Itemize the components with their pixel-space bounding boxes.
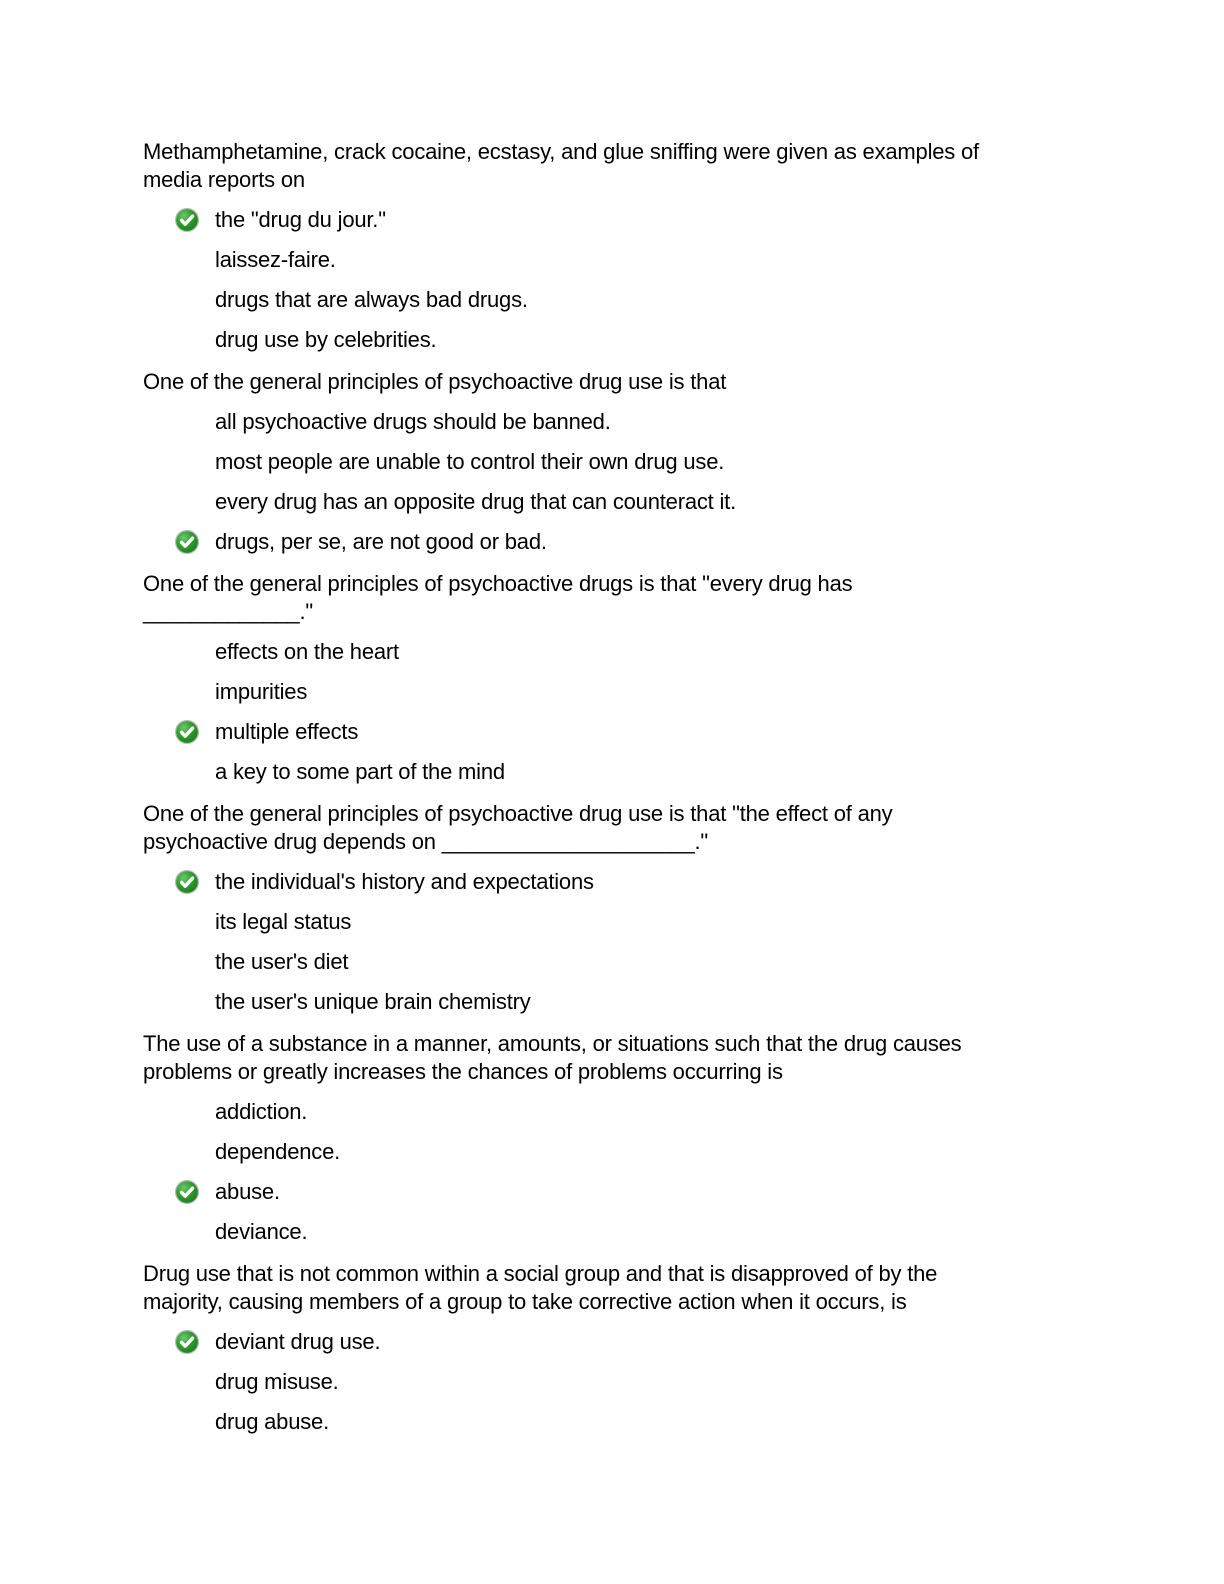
answer-option xyxy=(143,246,1073,274)
question-line: One of the general principles of psychoactive drug use is that xyxy=(143,369,727,394)
empty-check-slot xyxy=(174,1409,200,1435)
empty-check-slot xyxy=(174,489,200,515)
answer-option xyxy=(143,678,1073,706)
answer-option-label: deviant drug use. xyxy=(215,1329,381,1354)
empty-check-slot xyxy=(174,247,200,273)
question-text xyxy=(143,800,1073,856)
answer-option xyxy=(143,488,1073,516)
answer-option-label: impurities xyxy=(215,679,308,704)
answer-option-label: drug misuse. xyxy=(215,1369,339,1394)
question-text xyxy=(143,368,1073,396)
answer-option xyxy=(143,1178,1073,1206)
answer-option-label: deviance. xyxy=(215,1219,308,1244)
question-line: The use of a substance in a manner, amounts, or situations such that the drug causes xyxy=(143,1031,962,1056)
empty-check-slot xyxy=(174,1139,200,1165)
checkmark-icon xyxy=(174,529,200,555)
question-line: psychoactive drug depends on _____________________." xyxy=(143,829,709,854)
answer-option xyxy=(143,206,1073,234)
answer-option-label: laissez-faire. xyxy=(215,247,336,272)
answer-option-label: addiction. xyxy=(215,1099,308,1124)
question-text xyxy=(143,570,1073,626)
answer-option-label: the user's diet xyxy=(215,949,349,974)
question-line: media reports on xyxy=(143,167,305,192)
empty-check-slot xyxy=(174,327,200,353)
question-line: _____________." xyxy=(143,599,313,624)
answer-option xyxy=(143,1218,1073,1246)
answer-option xyxy=(143,638,1073,666)
answer-option xyxy=(143,1408,1073,1436)
empty-check-slot xyxy=(174,639,200,665)
answer-option xyxy=(143,286,1073,314)
answer-option-label: drug abuse. xyxy=(215,1409,329,1434)
empty-check-slot xyxy=(174,1099,200,1125)
answer-option-label: the individual's history and expectations xyxy=(215,869,594,894)
checkmark-icon xyxy=(174,1179,200,1205)
answer-option-label: drugs, per se, are not good or bad. xyxy=(215,529,547,554)
answer-option-label: effects on the heart xyxy=(215,639,399,664)
question-line: Methamphetamine, crack cocaine, ecstasy, and glue sniffing were given as examples of xyxy=(143,139,979,164)
empty-check-slot xyxy=(174,449,200,475)
answer-option-label: most people are unable to control their own drug use. xyxy=(215,449,725,474)
answer-option xyxy=(143,988,1073,1016)
answer-option xyxy=(143,1368,1073,1396)
empty-check-slot xyxy=(174,287,200,313)
empty-check-slot xyxy=(174,949,200,975)
checkmark-icon xyxy=(174,719,200,745)
answer-option-label: the user's unique brain chemistry xyxy=(215,989,531,1014)
empty-check-slot xyxy=(174,1219,200,1245)
answer-option-label: every drug has an opposite drug that can counteract it. xyxy=(215,489,736,514)
answer-option-label: all psychoactive drugs should be banned. xyxy=(215,409,611,434)
answer-option-label: dependence. xyxy=(215,1139,341,1164)
answer-option xyxy=(143,718,1073,746)
question-line: majority, causing members of a group to take corrective action when it occurs, is xyxy=(143,1289,907,1314)
answer-option xyxy=(143,758,1073,786)
question-line: One of the general principles of psychoactive drug use is that "the effect of any xyxy=(143,801,893,826)
checkmark-icon xyxy=(174,869,200,895)
empty-check-slot xyxy=(174,759,200,785)
answer-option xyxy=(143,408,1073,436)
quiz-content xyxy=(143,138,1073,1436)
answer-option xyxy=(143,1098,1073,1126)
answer-option xyxy=(143,326,1073,354)
question-text xyxy=(143,1260,1073,1316)
answer-option-label: the "drug du jour." xyxy=(215,207,386,232)
answer-option xyxy=(143,868,1073,896)
question-line: Drug use that is not common within a social group and that is disapproved of by the xyxy=(143,1261,938,1286)
answer-option-label: a key to some part of the mind xyxy=(215,759,505,784)
empty-check-slot xyxy=(174,989,200,1015)
answer-option-label: abuse. xyxy=(215,1179,280,1204)
checkmark-icon xyxy=(174,1329,200,1355)
question-text xyxy=(143,138,1073,194)
question-text xyxy=(143,1030,1073,1086)
question-line: problems or greatly increases the chances of problems occurring is xyxy=(143,1059,783,1084)
empty-check-slot xyxy=(174,679,200,705)
answer-option xyxy=(143,528,1073,556)
answer-option-label: its legal status xyxy=(215,909,352,934)
answer-option-label: multiple effects xyxy=(215,719,359,744)
answer-option xyxy=(143,1328,1073,1356)
answer-option xyxy=(143,908,1073,936)
answer-option xyxy=(143,948,1073,976)
answer-option xyxy=(143,1138,1073,1166)
question-line: One of the general principles of psychoactive drugs is that "every drug has xyxy=(143,571,853,596)
answer-option xyxy=(143,448,1073,476)
empty-check-slot xyxy=(174,1369,200,1395)
checkmark-icon xyxy=(174,207,200,233)
empty-check-slot xyxy=(174,909,200,935)
answer-option-label: drugs that are always bad drugs. xyxy=(215,287,528,312)
empty-check-slot xyxy=(174,409,200,435)
answer-option-label: drug use by celebrities. xyxy=(215,327,437,352)
